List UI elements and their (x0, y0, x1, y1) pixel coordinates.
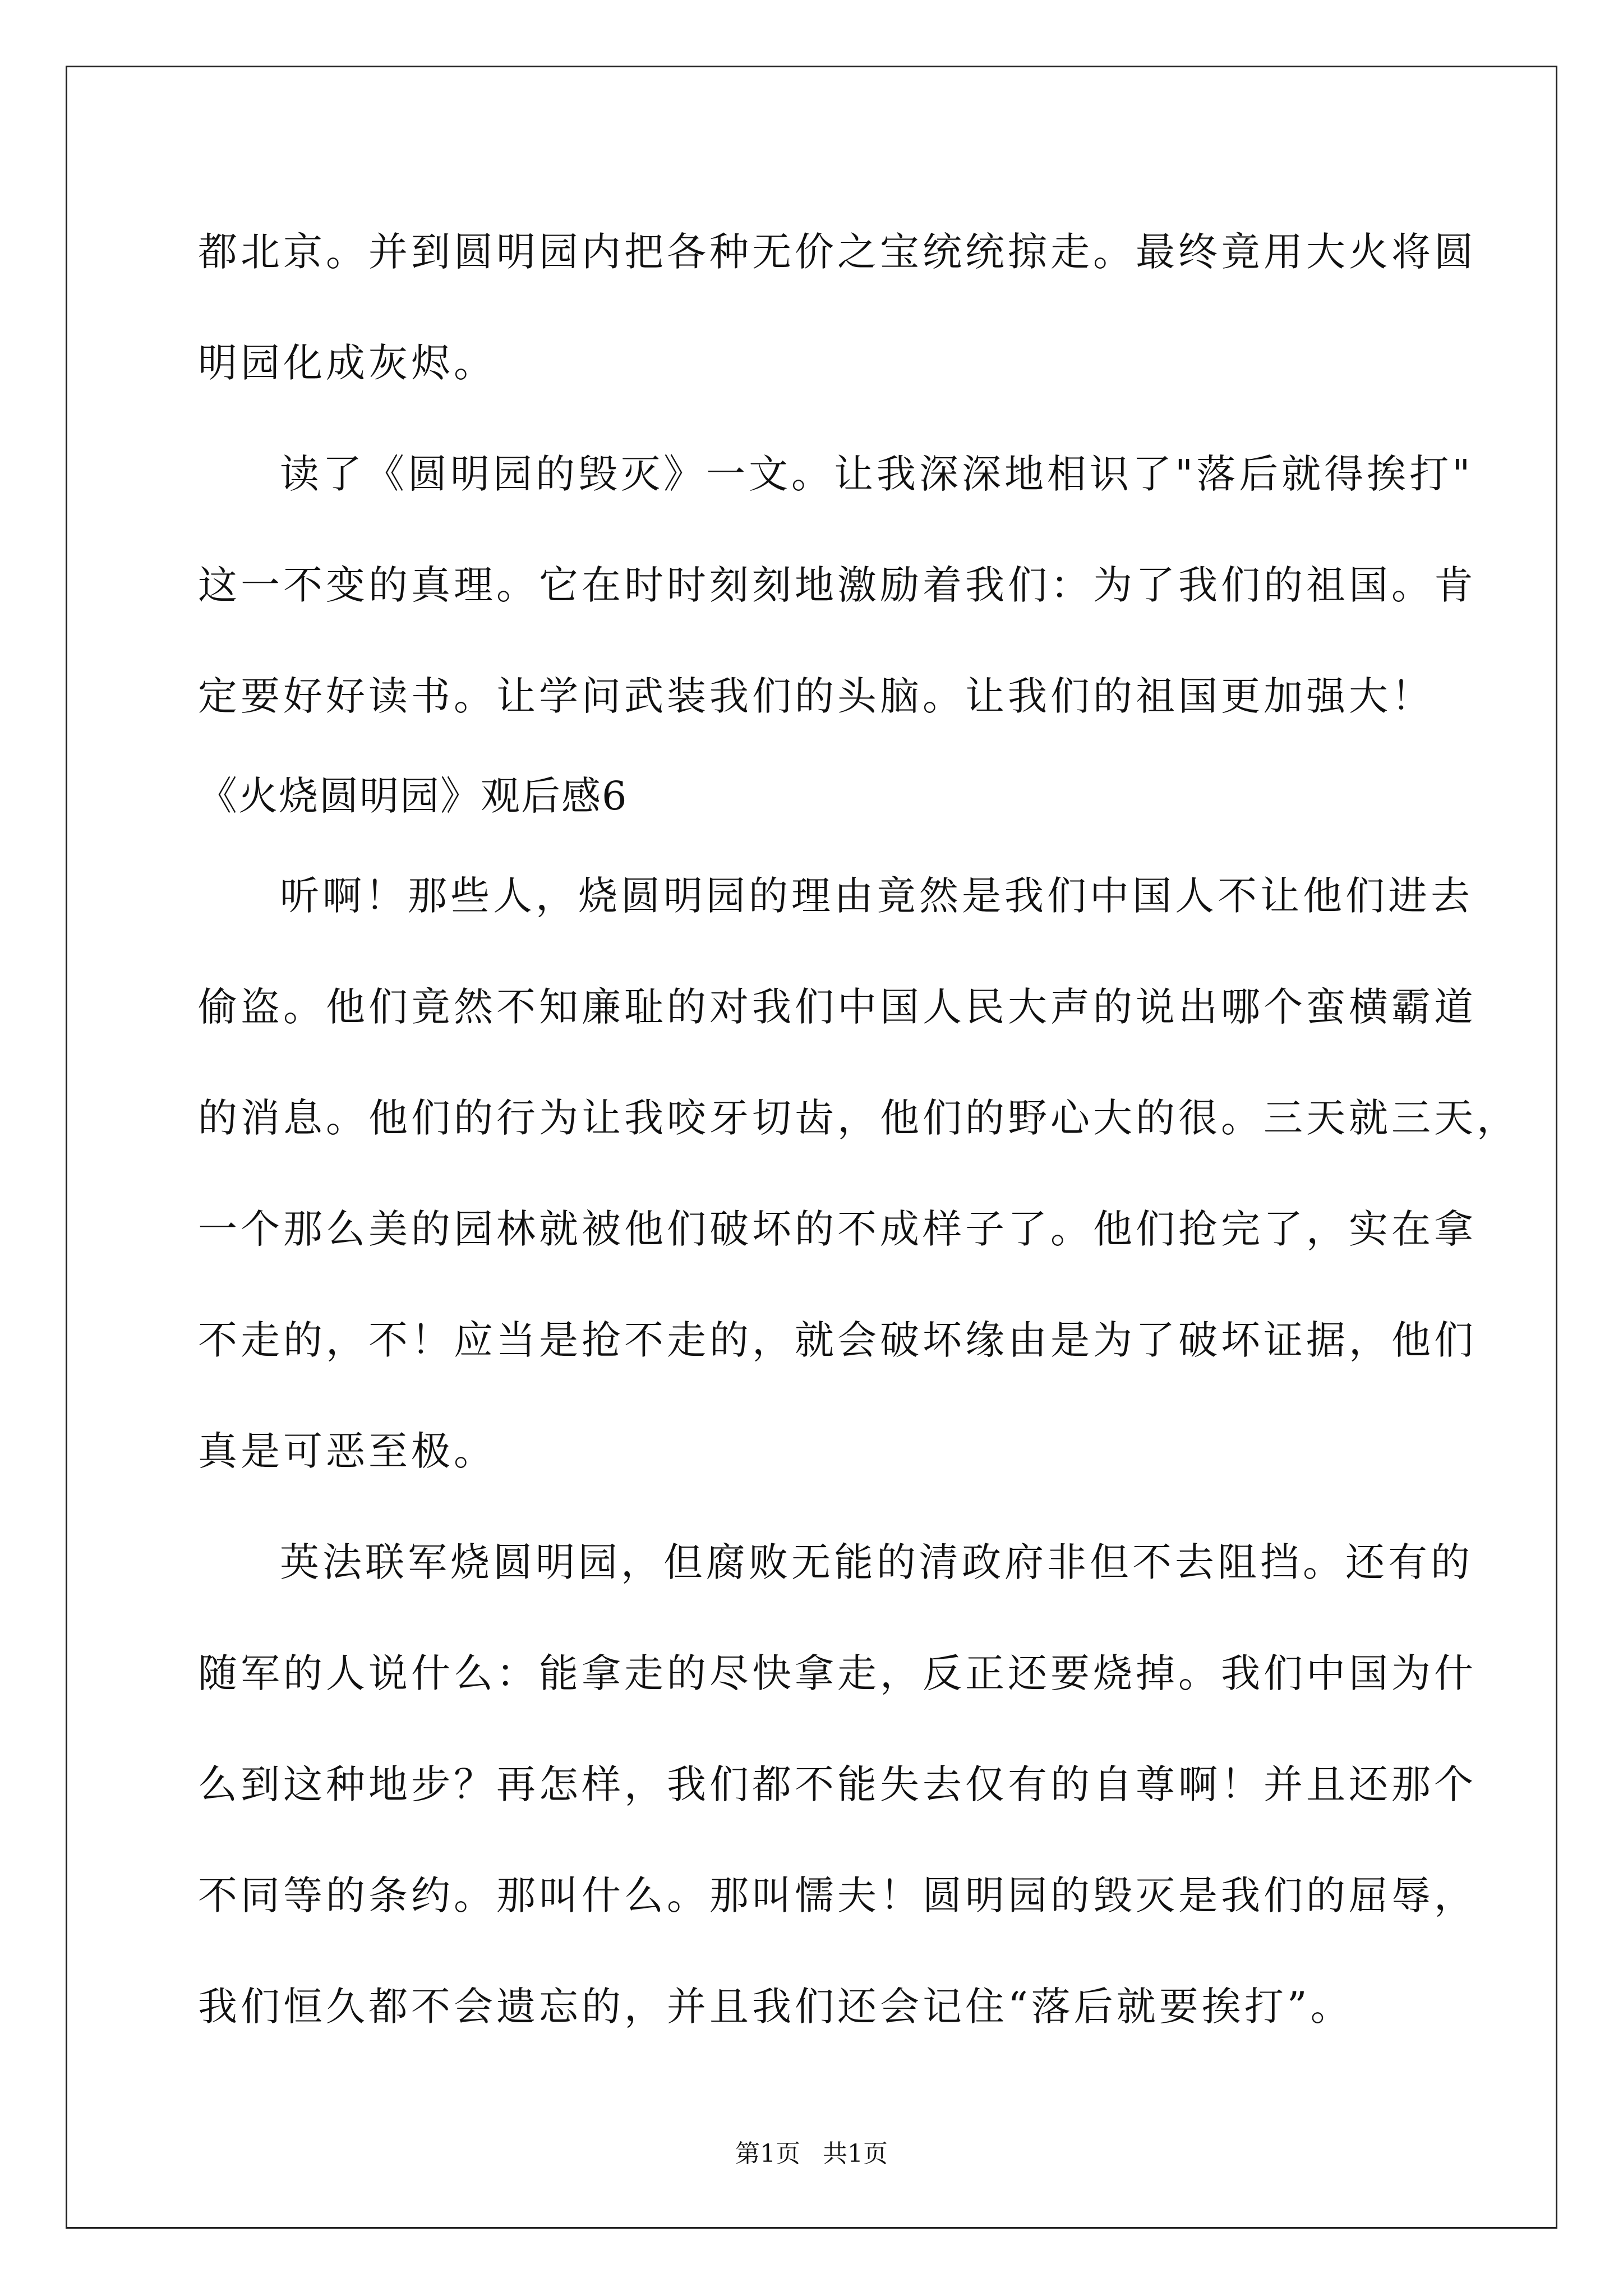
text-line: 的消息。他们的行为让我咬牙切齿，他们的野心大的很。三天就三天， (198, 1095, 1519, 1141)
text-line: 我们恒久都不会遗忘的，并且我们还会记住“落后就要挨打”。 (198, 1984, 1353, 2030)
text-line: 随军的人说什么：能拿走的尽快拿走，反正还要烧掉。我们中国为什 (198, 1650, 1477, 1696)
text-line: 明园化成灰烬。 (198, 340, 496, 386)
text-line: 都北京。并到圆明园内把各种无价之宝统统掠走。最终竟用大火将圆 (198, 229, 1477, 275)
paragraph-start: 读了《圆明园的毁灭》一文。让我深深地相识了"落后就得挨打" (280, 451, 1474, 497)
text-line: 不同等的条约。那叫什么。那叫懦夫！圆明园的毁灭是我们的屈辱， (198, 1872, 1477, 1918)
text-line: 真是可恶至极。 (198, 1428, 496, 1474)
section-heading: 《火烧圆明园》观后感6 (198, 773, 628, 819)
text-line: 不走的，不！应当是抢不走的，就会破坏缘由是为了破坏证据，他们 (198, 1317, 1477, 1363)
text-line: 么到这种地步？再怎样，我们都不能失去仅有的自尊啊！并且还那个 (198, 1761, 1477, 1807)
text-line: 一个那么美的园林就被他们破坏的不成样子了。他们抢完了，实在拿 (198, 1206, 1477, 1252)
paragraph-start: 英法联军烧圆明园，但腐败无能的清政府非但不去阻挡。还有的 (280, 1539, 1473, 1585)
document-body (198, 218, 1519, 2083)
page-footer (0, 2137, 1623, 2171)
text-line: 这一不变的真理。它在时时刻刻地激励着我们：为了我们的祖国。肯 (198, 562, 1477, 608)
paragraph-start: 听啊！那些人，烧圆明园的理由竟然是我们中国人不让他们进去 (280, 873, 1473, 919)
page-total: 共1页 (823, 2139, 888, 2168)
page-number: 第1页 (735, 2139, 800, 2168)
text-line: 偷盗。他们竟然不知廉耻的对我们中国人民大声的说出哪个蛮横霸道 (198, 984, 1477, 1030)
text-line: 定要好好读书。让学问武装我们的头脑。让我们的祖国更加强大！ (198, 673, 1434, 719)
